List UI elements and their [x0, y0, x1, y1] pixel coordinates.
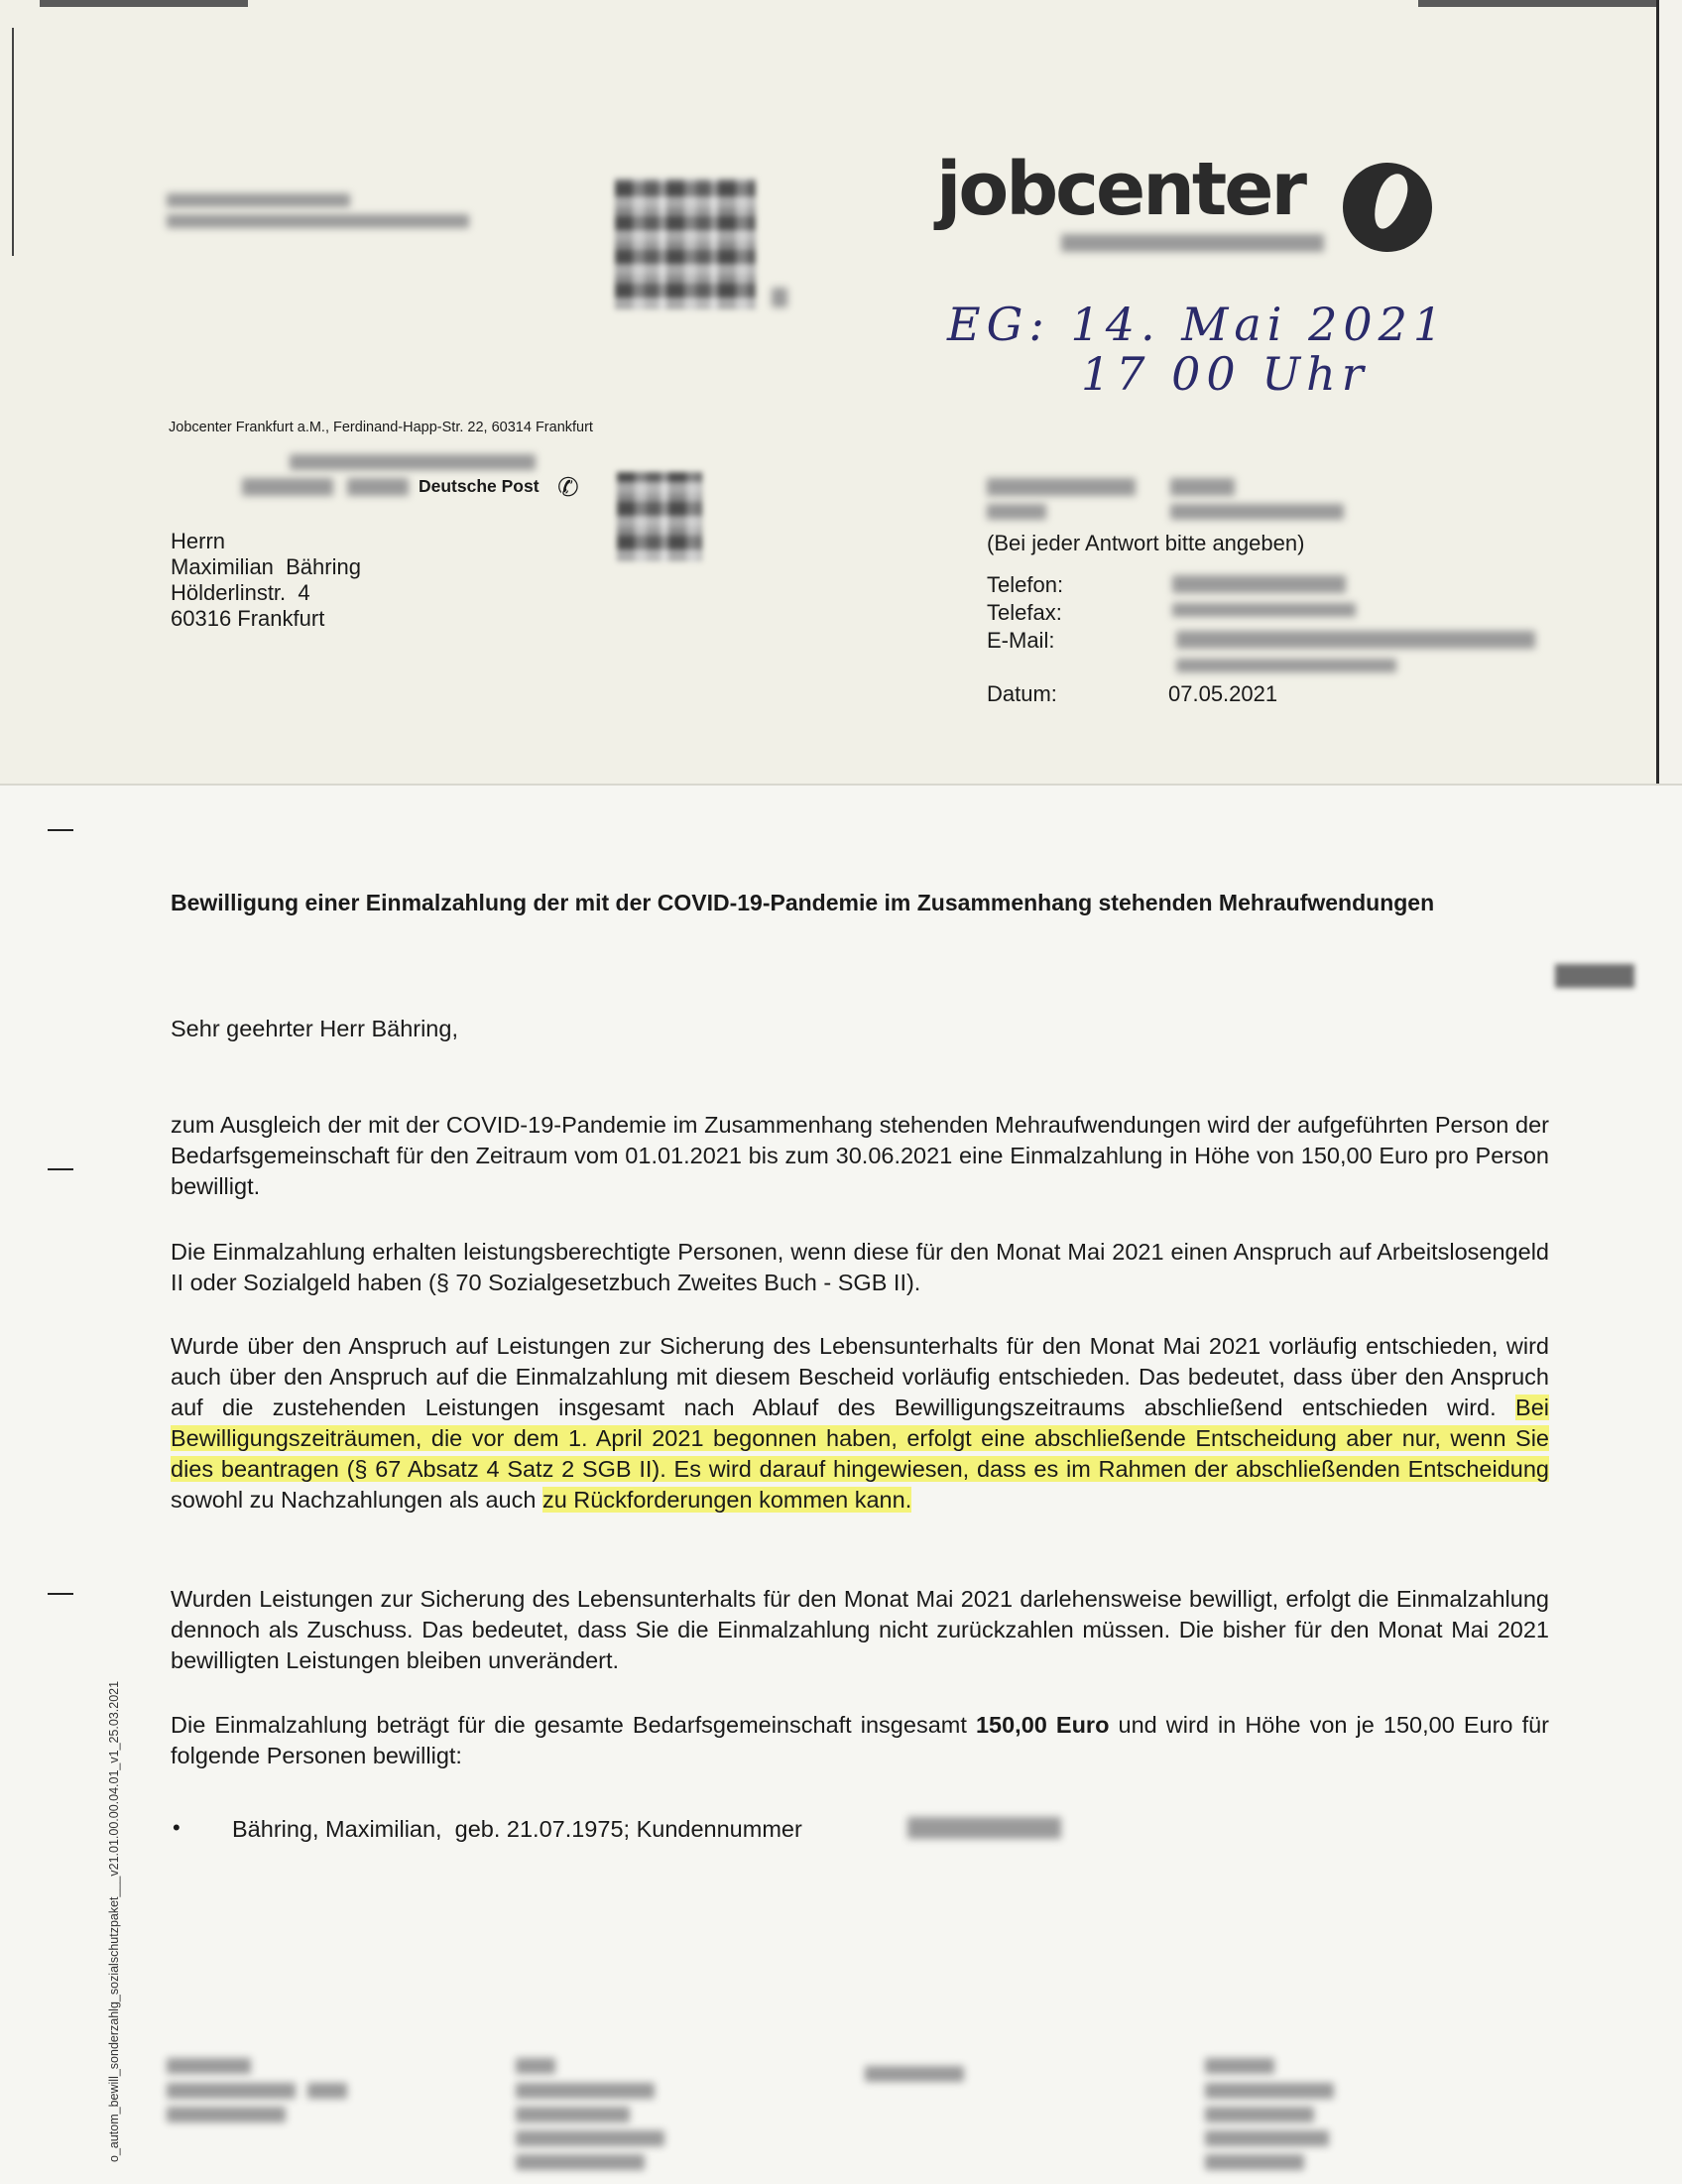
redacted-footer — [1205, 2107, 1314, 2123]
recipient-salutation: Herrn — [171, 529, 226, 553]
redacted-text — [347, 478, 409, 496]
person-entry: Bähring, Maximilian, geb. 21.07.1975; Kundennummer — [232, 1816, 802, 1842]
recipient-name: Maximilian Bähring — [171, 554, 361, 579]
highlighted-text: zu Rückforderungen kommen kann. — [541, 1487, 912, 1513]
fold-mark — [48, 1593, 73, 1595]
redacted-footer — [167, 2107, 286, 2123]
paragraph-3 — [171, 1331, 1549, 1516]
sender-line: Jobcenter Frankfurt a.M., Ferdinand-Happ-Str. 22, 60314 Frankfurt — [169, 420, 593, 435]
redacted-footer — [516, 2130, 664, 2146]
redacted-footer — [516, 2058, 555, 2074]
handwritten-note-line1: EG: 14. Mai 2021 — [947, 298, 1449, 351]
redacted-email — [1176, 659, 1396, 672]
phone-label: Telefon: — [987, 572, 1064, 597]
fold-mark — [48, 1168, 73, 1170]
redacted-footer — [865, 2066, 964, 2082]
handwritten-note-line2: 17 00 Uhr — [1081, 347, 1370, 401]
redacted-footer — [516, 2154, 645, 2170]
greeting: Sehr geehrter Herr Bähring, — [171, 1016, 458, 1041]
contact-labels — [987, 571, 1063, 655]
date-label: Datum: — [987, 681, 1057, 706]
qr-code — [615, 179, 756, 309]
recipient-address — [171, 529, 361, 632]
redacted-text — [290, 454, 536, 470]
qr-code-small — [617, 472, 702, 561]
letter-subject: Bewilligung einer Einmalzahlung der mit der COVID-19-Pandemie im Zusammenhang stehenden Mehraufwendungen — [171, 890, 1435, 915]
paragraph-5-text: Die Einmalzahlung beträgt für die gesamte Bedarfsgemeinschaft insgesamt — [171, 1712, 967, 1738]
page-edge-line — [12, 28, 14, 256]
redacted-footer — [167, 2058, 251, 2074]
redacted-footer — [167, 2083, 296, 2099]
redacted-footer — [1205, 2058, 1274, 2074]
letter-top-page — [0, 0, 1659, 784]
total-amount: 150,00 Euro — [975, 1712, 1110, 1738]
recipient-city: 60316 Frankfurt — [171, 606, 325, 631]
paragraph-4: Wurden Leistungen zur Sicherung des Lebensunterhalts für den Monat Mai 2021 darlehensweise bewilligt, erfolgt die Einmalzahlung dennoch als Zuschuss. Das bedeutet, dass Sie die Einmalzahlung nicht zurückzahlen müssen. Die bisher für den Monat Mai 2021 bewilligten Leistungen bleiben unverändert. — [171, 1586, 1549, 1673]
highlighted-text: Bei Bewilligungszeiträumen, die vor dem 1. April 2021 begonnen haben, erfolgt eine abschließende Entscheidung aber nur, wenn Sie dies beantragen (§ 67 Absatz 4 Satz 2 SGB II). Es wird darauf hingewiesen, dass es im Rahmen der abschließenden Entscheidung — [171, 1395, 1550, 1482]
paragraph-3-text: Wurde über den Anspruch auf Leistungen zur Sicherung des Lebensunterhalts für den Monat Mai 2021 vorläufig entschieden, wird auch über den Anspruch auf die Einmalzahlung mit diesem Bescheid vorläufig entschieden. Das bedeutet, dass über den Anspruch auf die zustehenden Leistungen insgesamt nach Ablauf des Bewilligungszeitraums abschließend entschieden wird. — [171, 1333, 1549, 1420]
redacted-text — [167, 193, 350, 207]
redacted-text — [167, 214, 469, 228]
paragraph-5-text: und wird in Höhe von je 150,00 Euro für folgende Personen bewilligt: — [171, 1712, 1549, 1768]
post-horn-icon: ✆ — [557, 472, 579, 502]
redacted-text — [1061, 234, 1324, 252]
redacted-footer — [1205, 2083, 1334, 2099]
deutsche-post-label: Deutsche Post — [419, 476, 540, 496]
redacted-text — [1170, 478, 1235, 496]
paragraph-3-text: sowohl zu Nachzahlungen als auch — [171, 1487, 537, 1513]
redacted-footer — [1205, 2154, 1304, 2170]
fold-mark — [48, 829, 73, 831]
page-edge-mark — [1418, 0, 1656, 7]
fax-label: Telefax: — [987, 600, 1062, 625]
redacted-email — [1176, 631, 1535, 649]
redacted-footer — [516, 2083, 655, 2099]
page-edge-mark — [40, 0, 248, 7]
paragraph-5 — [171, 1710, 1549, 1771]
redacted-footer — [307, 2083, 347, 2099]
email-label: E-Mail: — [987, 628, 1055, 653]
document-code: o_autom_bewill_sonderzahlg_sozialschutzpaket___v21.01.00.00.04.01_v1_25.03.2021 — [107, 1680, 121, 2162]
paragraph-2: Die Einmalzahlung erhalten leistungsberechtigte Personen, wenn diese für den Monat Mai 2021 einen Anspruch auf Arbeitslosengeld II oder Sozialgeld haben (§ 70 Sozialgesetzbuch Zweites Buch - SGB II). — [171, 1239, 1549, 1295]
redacted-text — [987, 478, 1136, 496]
jobcenter-logo-mark — [1343, 163, 1432, 252]
reference-note: (Bei jeder Antwort bitte angeben) — [987, 531, 1305, 555]
redacted-fax — [1172, 603, 1356, 617]
recipient-street: Hölderlinstr. 4 — [171, 580, 310, 605]
redacted-text — [772, 288, 787, 307]
jobcenter-logo: jobcenter — [936, 147, 1304, 232]
redacted-phone — [1172, 575, 1346, 593]
redacted-customer-number — [907, 1817, 1061, 1839]
redacted-text — [987, 504, 1046, 520]
date-value: 07.05.2021 — [1168, 681, 1278, 706]
paragraph-1: zum Ausgleich der mit der COVID-19-Pandemie im Zusammenhang stehenden Mehraufwendungen wird der aufgeführten Person der Bedarfsgemeinschaft für den Zeitraum vom 01.01.2021 bis zum 30.06.2021 eine Einmalzahlung in Höhe von 150,00 Euro pro Person bewilligt. — [171, 1112, 1549, 1199]
redacted-text — [242, 478, 333, 496]
redacted-text — [1170, 504, 1344, 520]
redacted-mark — [1555, 964, 1634, 988]
bullet-icon: • — [173, 1815, 180, 1840]
redacted-footer — [516, 2107, 630, 2123]
redacted-footer — [1205, 2130, 1329, 2146]
